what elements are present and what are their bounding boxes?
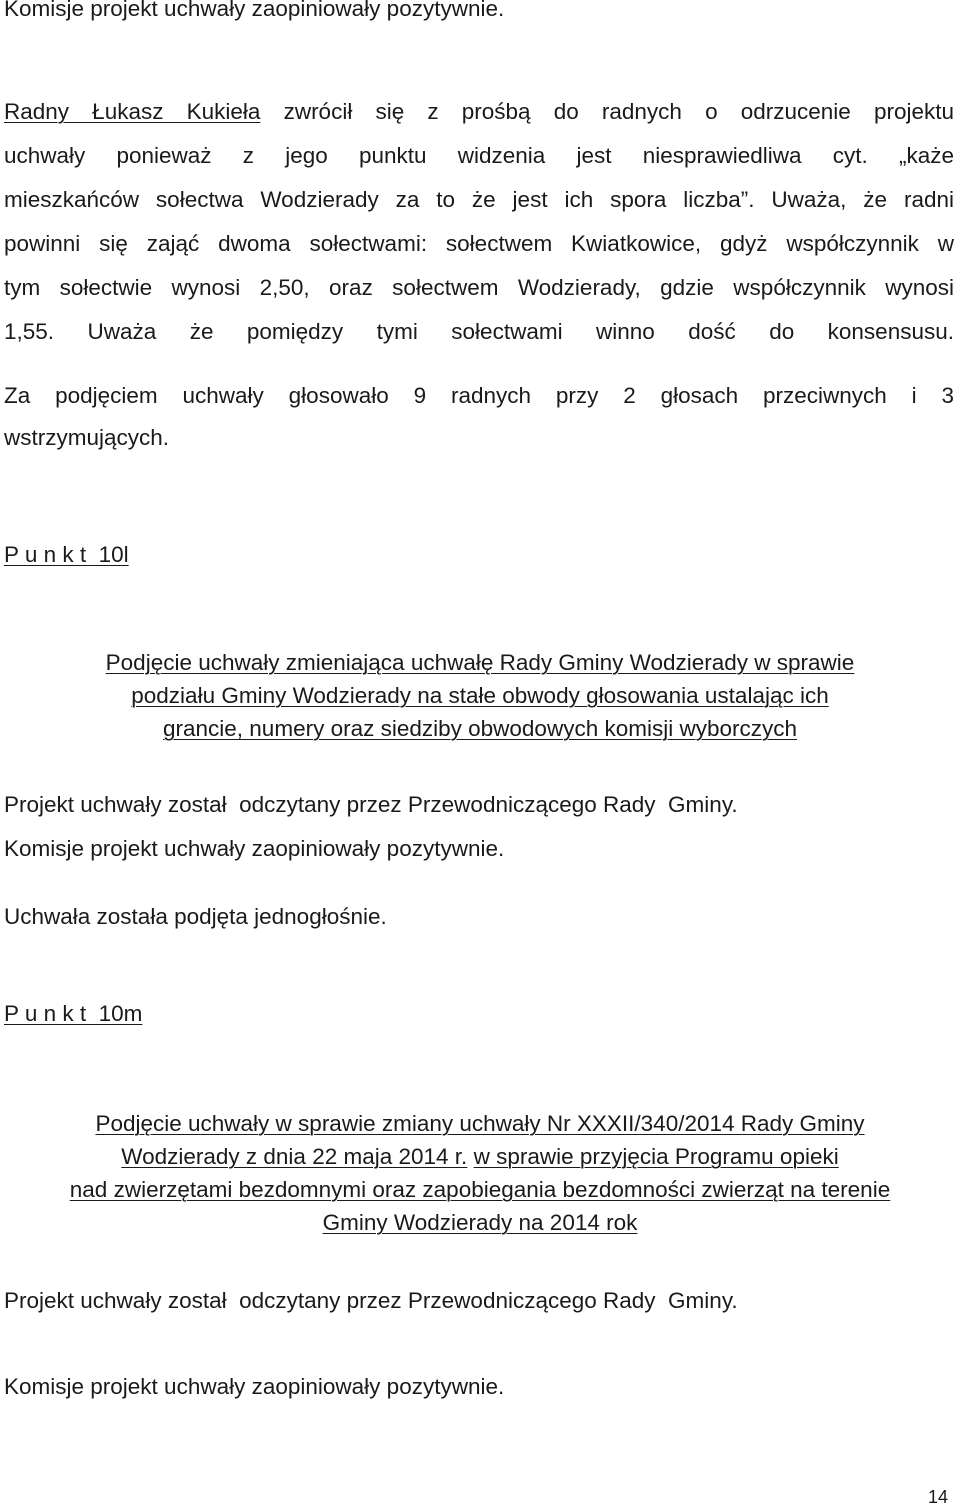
councillor-statement-paragraph (4, 90, 954, 354)
punkt-10l-title (0, 646, 960, 745)
punkt-10l-title-line-1: Podjęcie uchwały zmieniająca uchwałę Rady Gminy Wodzierady w sprawie (105, 650, 855, 675)
statement-line-5: tym sołectwie wynosi 2,50, oraz sołectwem Wodzierady, gdzie współczynnik wynosi (4, 275, 954, 300)
vote-line-2: wstrzymujących. (4, 425, 170, 450)
statement-line-1: Radny Łukasz Kukieła zwrócił się z prośbą do radnych o odrzucenie projektu (4, 99, 954, 124)
punkt-10m-title (0, 1107, 960, 1239)
page-number: 14 (928, 1487, 949, 1507)
statement-line-3: mieszkańców sołectwa Wodzierady za to że jest ich spora liczba”. Uważa, że radni (4, 187, 954, 212)
punkt-10m-read-text: Projekt uchwały został odczytany przez Przewodniczącego Rady Gminy. (4, 1288, 738, 1313)
punkt-10m-title-line-1: Podjęcie uchwały w sprawie zmiany uchwały Nr XXXII/340/2014 Rady Gminy (95, 1111, 865, 1136)
statement-line-2: uchwały ponieważ z jego punktu widzenia jest niesprawiedliwa cyt. „każe (4, 143, 954, 168)
punkt-10m-title-line-2b: w sprawie przyjęcia Programu opieki (473, 1144, 839, 1169)
punkt-10m-heading: P u n k t 10m (4, 1001, 143, 1026)
punkt-10l-heading: P u n k t 10l (4, 542, 129, 567)
punkt-10l-title-line-3: grancie, numery oraz siedziby obwodowych komisji wyborczych (163, 716, 797, 741)
councillor-name: Radny Łukasz Kukieła (4, 99, 261, 124)
statement-line-6: 1,55. Uważa że pomiędzy tymi sołectwami winno dość do konsensusu. (4, 319, 954, 344)
punkt-10m-title-line-4: Gminy Wodzierady na 2014 rok (322, 1210, 638, 1235)
punkt-10m-committees-text: Komisje projekt uchwały zaopiniowały pozytywnie. (4, 1374, 505, 1399)
vote-line-1: Za podjęciem uchwały głosowało 9 radnych przy 2 głosach przeciwnych i 3 (4, 383, 954, 408)
punkt-10l-read-text: Projekt uchwały został odczytany przez Przewodniczącego Rady Gminy. (4, 792, 738, 817)
punkt-10m-title-line-2a: Wodzierady z dnia 22 maja 2014 r. (121, 1144, 468, 1169)
punkt-10l-title-line-2: podziału Gminy Wodzierady na stałe obwody głosowania ustalając ich (131, 683, 829, 708)
punkt-10l-result-text: Uchwała została podjęta jednogłośnie. (4, 904, 387, 929)
committees-opinion-text: Komisje projekt uchwały zaopiniowały pozytywnie. (4, 0, 505, 21)
punkt-10m-title-line-3: nad zwierzętami bezdomnymi oraz zapobiegania bezdomności zwierząt na terenie (69, 1177, 891, 1202)
statement-line-4: powinni się zająć dwoma sołectwami: sołectwem Kwiatkowice, gdyż współczynnik w (4, 231, 954, 256)
punkt-10l-committees-text: Komisje projekt uchwały zaopiniowały pozytywnie. (4, 836, 505, 861)
vote-result-paragraph (4, 375, 954, 459)
